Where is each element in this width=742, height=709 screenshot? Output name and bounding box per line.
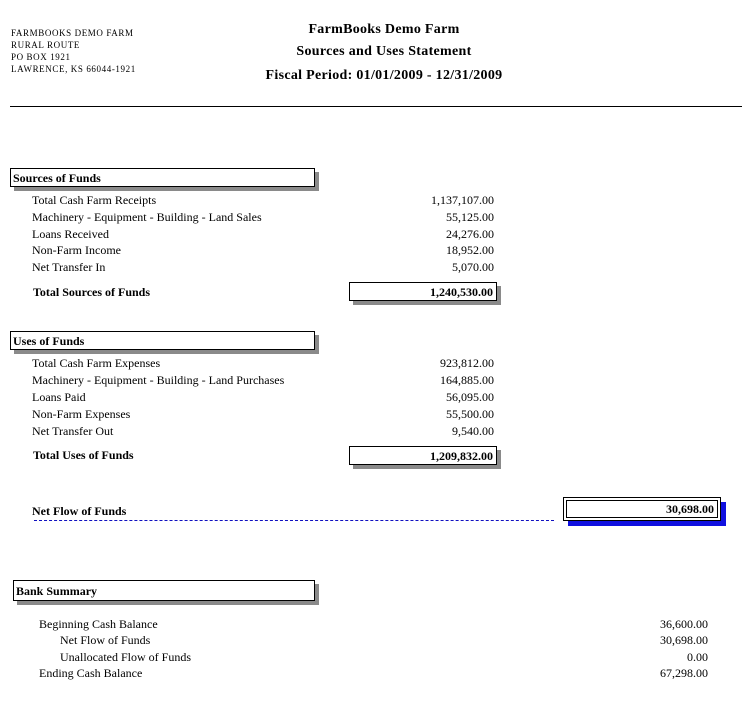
uses-row-value: 56,095.00: [446, 390, 494, 404]
sources-row-label: Loans Received: [32, 227, 109, 241]
bank-row-value: 36,600.00: [660, 617, 708, 631]
bank-row-label: Beginning Cash Balance: [39, 617, 158, 631]
uses-row-value: 9,540.00: [452, 424, 494, 438]
header-divider: [10, 106, 742, 107]
farm-name: FarmBooks Demo Farm: [308, 22, 460, 37]
uses-row-value: 164,885.00: [440, 373, 494, 387]
sources-row-label: Non-Farm Income: [32, 243, 121, 257]
address-line-2: RURAL ROUTE: [11, 40, 81, 50]
sources-total-value: 1,240,530.00: [349, 282, 497, 301]
sources-row-value: 55,125.00: [446, 210, 494, 224]
bank-row-value: 0.00: [687, 650, 708, 664]
uses-row-label: Non-Farm Expenses: [32, 407, 131, 421]
report-title: Sources and Uses Statement: [296, 44, 472, 59]
uses-total-label: Total Uses of Funds: [33, 448, 134, 462]
uses-row-label: Total Cash Farm Expenses: [32, 356, 161, 370]
address-line-4: LAWRENCE, KS 66044-1921: [11, 64, 136, 74]
uses-total-value: 1,209,832.00: [349, 446, 497, 465]
fiscal-period: Fiscal Period: 01/01/2009 - 12/31/2009: [265, 68, 503, 83]
bank-row-label: Net Flow of Funds: [60, 633, 151, 647]
sources-row-label: Net Transfer In: [32, 260, 106, 274]
bank-row-label: Ending Cash Balance: [39, 666, 143, 680]
sources-row-value: 1,137,107.00: [431, 193, 494, 207]
sources-row-value: 18,952.00: [446, 243, 494, 257]
sources-row-value: 24,276.00: [446, 227, 494, 241]
bank-row-label: Unallocated Flow of Funds: [60, 650, 191, 664]
sources-total-label: Total Sources of Funds: [33, 285, 151, 299]
bank-row-value: 30,698.00: [660, 633, 708, 647]
address-line-3: PO BOX 1921: [11, 52, 71, 62]
net-flow-value: 30,698.00: [566, 500, 718, 518]
address-line-1: FARMBOOKS DEMO FARM: [11, 28, 134, 38]
net-flow-box: [563, 497, 721, 521]
uses-row-value: 55,500.00: [446, 407, 494, 421]
sources-row-label: Machinery - Equipment - Building - Land Sales: [32, 210, 262, 224]
sources-row-label: Total Cash Farm Receipts: [32, 193, 157, 207]
bank-row-value: 67,298.00: [660, 666, 708, 680]
net-flow-leader-line: [34, 520, 554, 521]
uses-row-label: Loans Paid: [32, 390, 86, 404]
uses-row-label: Machinery - Equipment - Building - Land Purchases: [32, 373, 285, 387]
uses-heading: Uses of Funds: [10, 331, 315, 350]
farm-address: [11, 27, 136, 75]
bank-summary-heading: Bank Summary: [13, 580, 315, 601]
sources-heading: Sources of Funds: [10, 168, 315, 187]
uses-row-label: Net Transfer Out: [32, 424, 114, 438]
net-flow-label: Net Flow of Funds: [32, 504, 127, 518]
uses-row-value: 923,812.00: [440, 356, 494, 370]
sources-row-value: 5,070.00: [452, 260, 494, 274]
